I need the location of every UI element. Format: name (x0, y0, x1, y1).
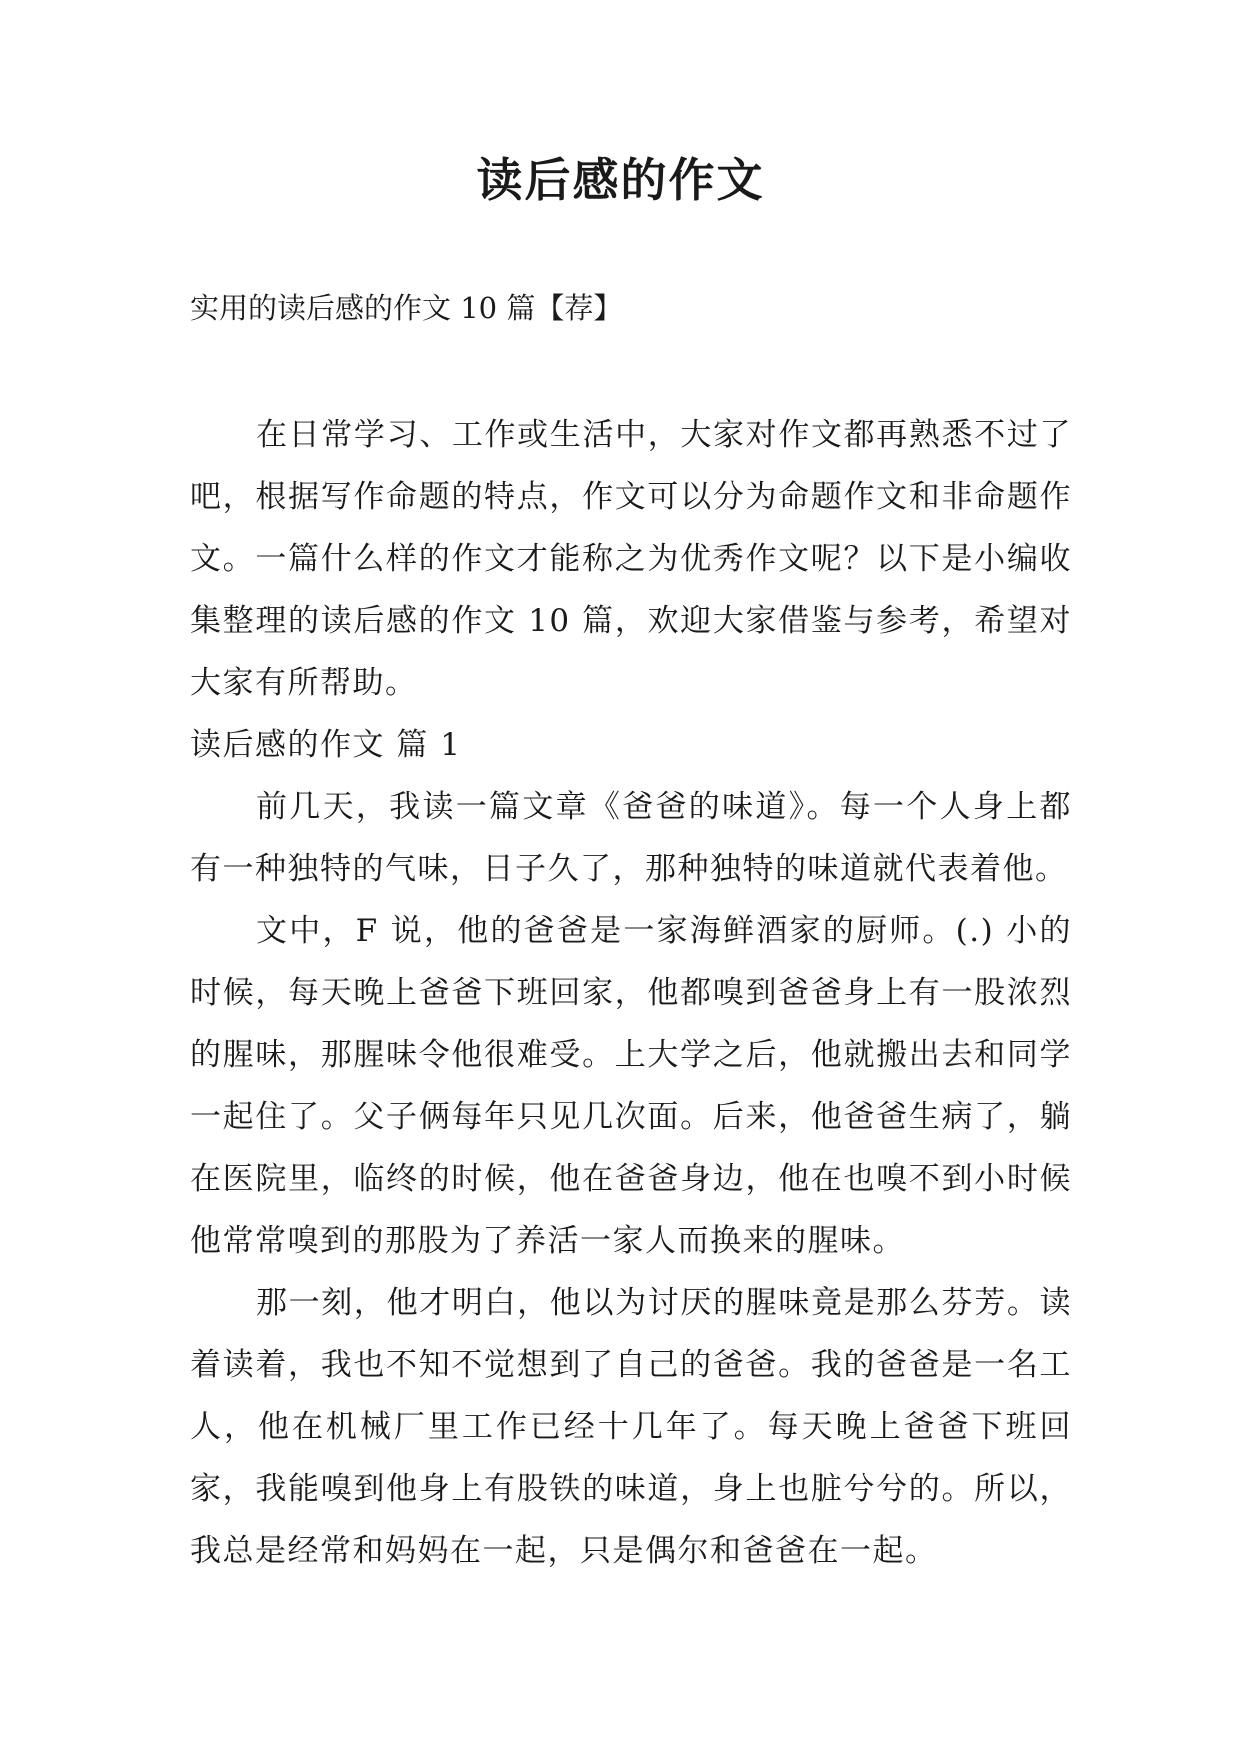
intro-paragraph: 在日常学习、工作或生活中，大家对作文都再熟悉不过了吧，根据写作命题的特点，作文可以分为命题作文和非命题作文。一篇什么样的作文才能称之为优秀作文呢？以下是小编收集整理的读后感的作文 10 篇，欢迎大家借鉴与参考，希望对大家有所帮助。 (190, 417, 1072, 701)
document-title: 读后感的作文 (476, 153, 765, 207)
document-subtitle: 实用的读后感的作文 10 篇【荐】 (190, 291, 623, 325)
document-body (190, 404, 1072, 1582)
body-paragraph: 那一刻，他才明白，他以为讨厌的腥味竟是那么芬芳。读着读着，我也不知不觉想到了自己的爸爸。我的爸爸是一名工人，他在机械厂里工作已经十几年了。每天晚上爸爸下班回家，我能嗅到他身上有股铁的味道，身上也脏兮兮的。所以，我总是经常和妈妈在一起，只是偶尔和爸爸在一起。 (190, 1285, 1072, 1569)
body-paragraph: 文中，F 说，他的爸爸是一家海鲜酒家的厨师。(.) 小的时候，每天晚上爸爸下班回家，他都嗅到爸爸身上有一股浓烈的腥味，那腥味令他很难受。上大学之后，他就搬出去和同学一起住了。父子俩每年只见几次面。后来，他爸爸生病了，躺在医院里，临终的时候，他在爸爸身边，他在也嗅不到小时候他常常嗅到的那股为了养活一家人而换来的腥味。 (190, 913, 1072, 1259)
body-paragraph: 前几天，我读一篇文章《爸爸的味道》。每一个人身上都有一种独特的气味，日子久了，那种独特的味道就代表着他。 (190, 789, 1072, 887)
section-heading: 读后感的作文 篇 1 (190, 727, 462, 763)
